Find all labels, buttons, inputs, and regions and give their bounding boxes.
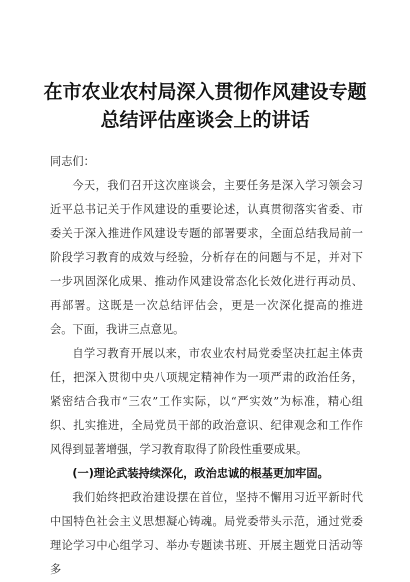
document-body bbox=[50, 150, 363, 582]
paragraph: 今天，我们召开这次座谈会，主要任务是深入学习领会习近平总书记关于作风建设的重要论述，认真贯彻落实省委、市委关于深入推进作风建设专题的部署要求，全面总结我局前一阶段学习教育的成效与经验，分析存在的问题与不足，并对下一步巩固深化成果、推动作风建设常态化长效化进行再动员、再部署。这既是一次总结评估会，更是一次深化提高的推进会。下面，我讲三点意见。 bbox=[50, 179, 363, 336]
paragraph: 自学习教育开展以来，市农业农村局党委坚决扛起主体责任，把深入贯彻中央八项规定精神作为一项严肃的政治任务，紧密结合我市“三农”工作实际，以“严实效”为标准，精心组织、扎实推进，全局党员干部的政治意识、纪律观念和工作作风得到显著增强，学习教育取得了阶段性重要成果。 bbox=[50, 347, 363, 456]
document-title: 在市农业农村局深入贯彻作风建设专题总结评估座谈会上的讲话 bbox=[43, 81, 367, 131]
section-heading: (一)理论武装持续深化，政治忠诚的根基更加牢固。 bbox=[72, 467, 329, 480]
paragraph: 我们始终把政治建设摆在首位，坚持不懈用习近平新时代中国特色社会主义思想凝心铸魂。局党委带头示范，通过党委理论学习中心组学习、举办专题读书班、开展主题党日活动等多 bbox=[50, 491, 363, 576]
salutation: 同志们： bbox=[50, 155, 95, 168]
